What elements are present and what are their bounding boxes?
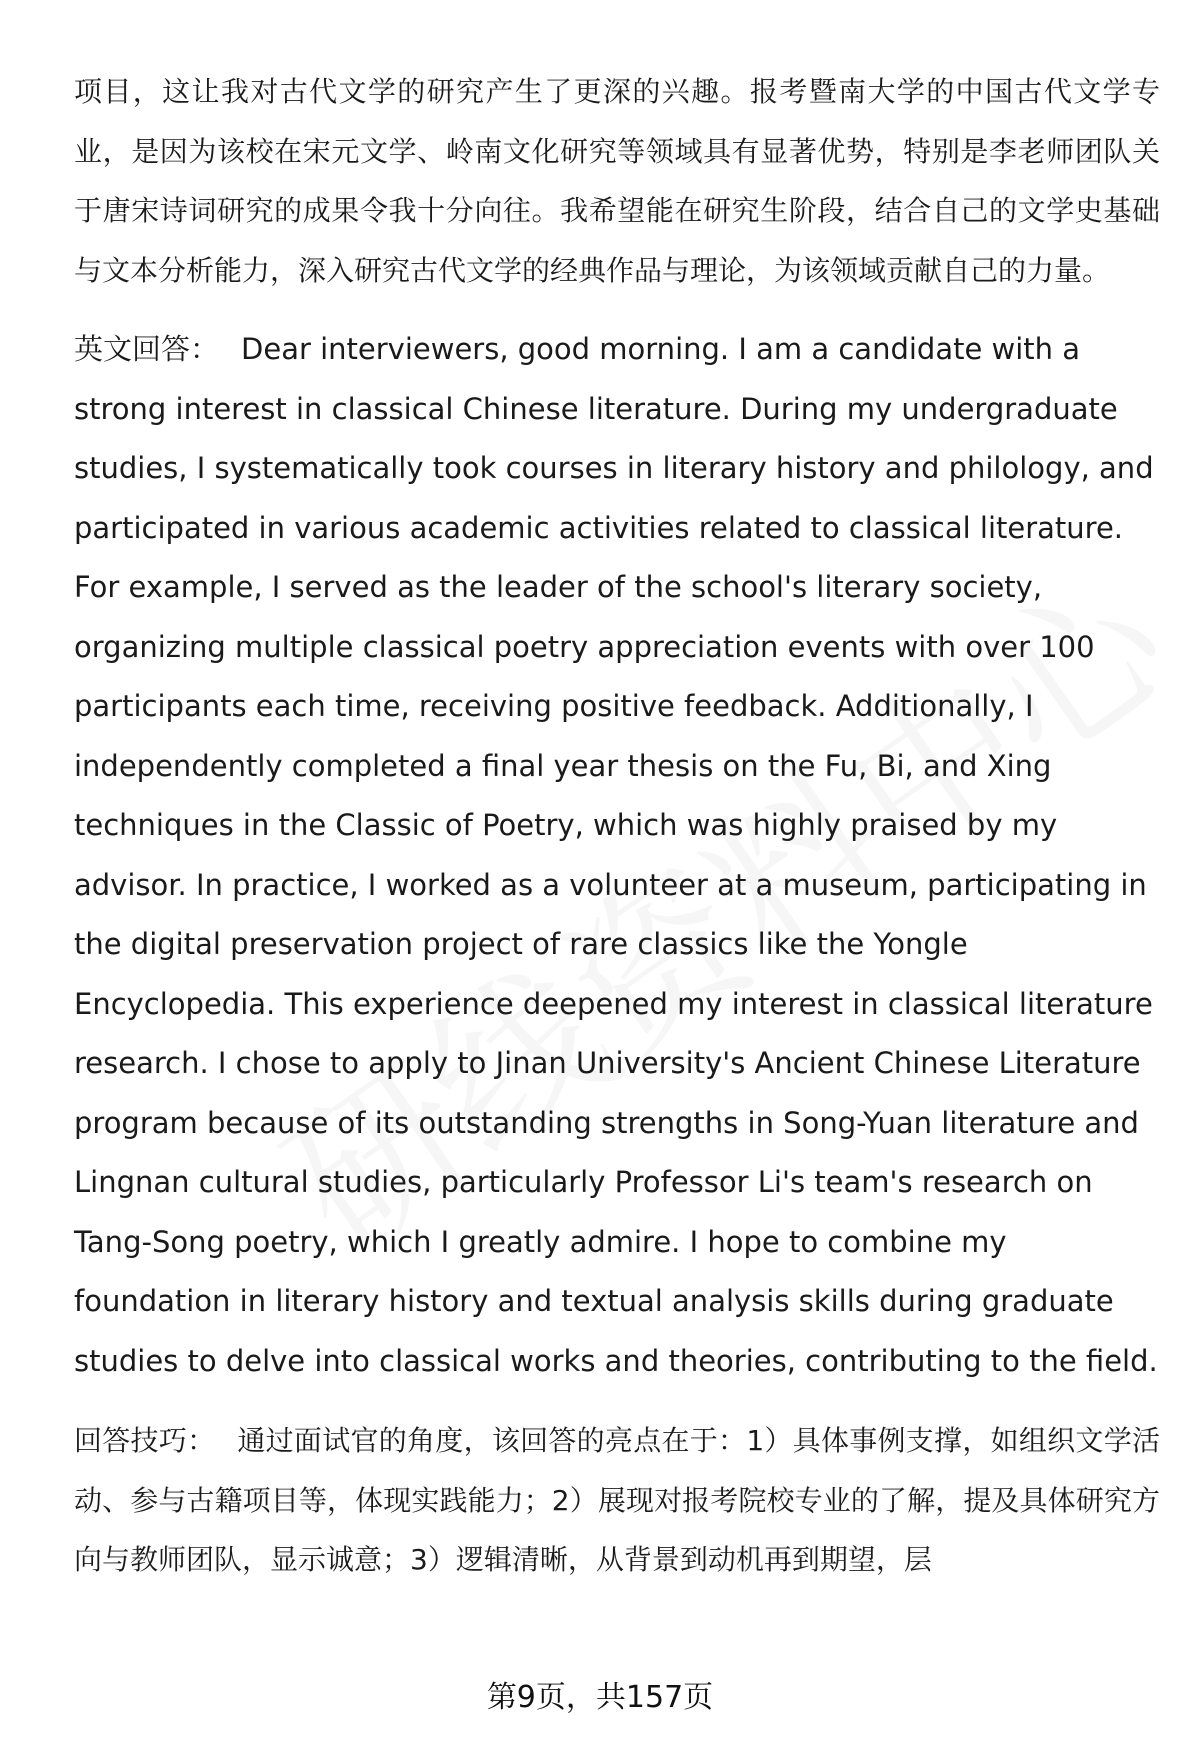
document-page xyxy=(74,62,1160,1590)
page-indicator: 第9页，共157页 xyxy=(486,1680,714,1715)
intro-paragraph: 项目，这让我对古代文学的研究产生了更深的兴趣。报考暨南大学的中国古代文学专业，是因为该校在宋元文学、岭南文化研究等领域具有显著优势，特别是李老师团队关于唐宋诗词研究的成果令我十分向往。我希望能在研究生阶段，结合自己的文学史基础与文本分析能力，深入研究古代文学的经典作品与理论，为该领域贡献自己的力量。 xyxy=(74,75,1160,287)
paragraph-gap xyxy=(74,300,1160,320)
answer-tips-text: 通过面试官的角度，该回答的亮点在于：1）具体事例支撑，如组织文学活动、参与古籍项目等，体现实践能力；2）展现对报考院校专业的了解，提及具体研究方向与教师团队，显示诚意；3）逻辑清晰，从背景到动机再到期望，层 xyxy=(74,1424,1160,1576)
english-answer-text: Dear interviewers, good morning. I am a candidate with a strong interest in classical Chinese literature. During my undergraduate studies, I systematically took courses in literary history and philology, and participated in various academic activities related to classical literature. For example, I served as the leader of the school's literary society, organizing multiple classical poetry appreciation events with over 100 participants each time, receiving positive feedback. Additionally, I independently completed a final year thesis on the Fu, Bi, and Xing techniques in the Classic of Poetry, which was highly praised by my advisor. In practice, I worked as a volunteer at a museum, participating in the digital preservation project of rare classics like the Yongle Encyclopedia. This experience deepened my interest in classical literature research. I chose to apply to Jinan University's Ancient Chinese Literature program because of its outstanding strengths in Song-Yuan literature and Lingnan cultural studies, particularly Professor Li's team's research on Tang-Song poetry, which I greatly admire. I hope to combine my foundation in literary history and textual analysis skills during graduate studies to delve into classical works and theories, contributing to the field. xyxy=(74,332,1158,1378)
english-answer-label: 英文回答： xyxy=(74,332,220,366)
english-answer-paragraph xyxy=(74,320,1160,1391)
paragraph-gap xyxy=(74,1391,1160,1411)
answer-tips-paragraph xyxy=(74,1411,1160,1590)
answer-tips-label: 回答技巧： xyxy=(74,1424,216,1457)
